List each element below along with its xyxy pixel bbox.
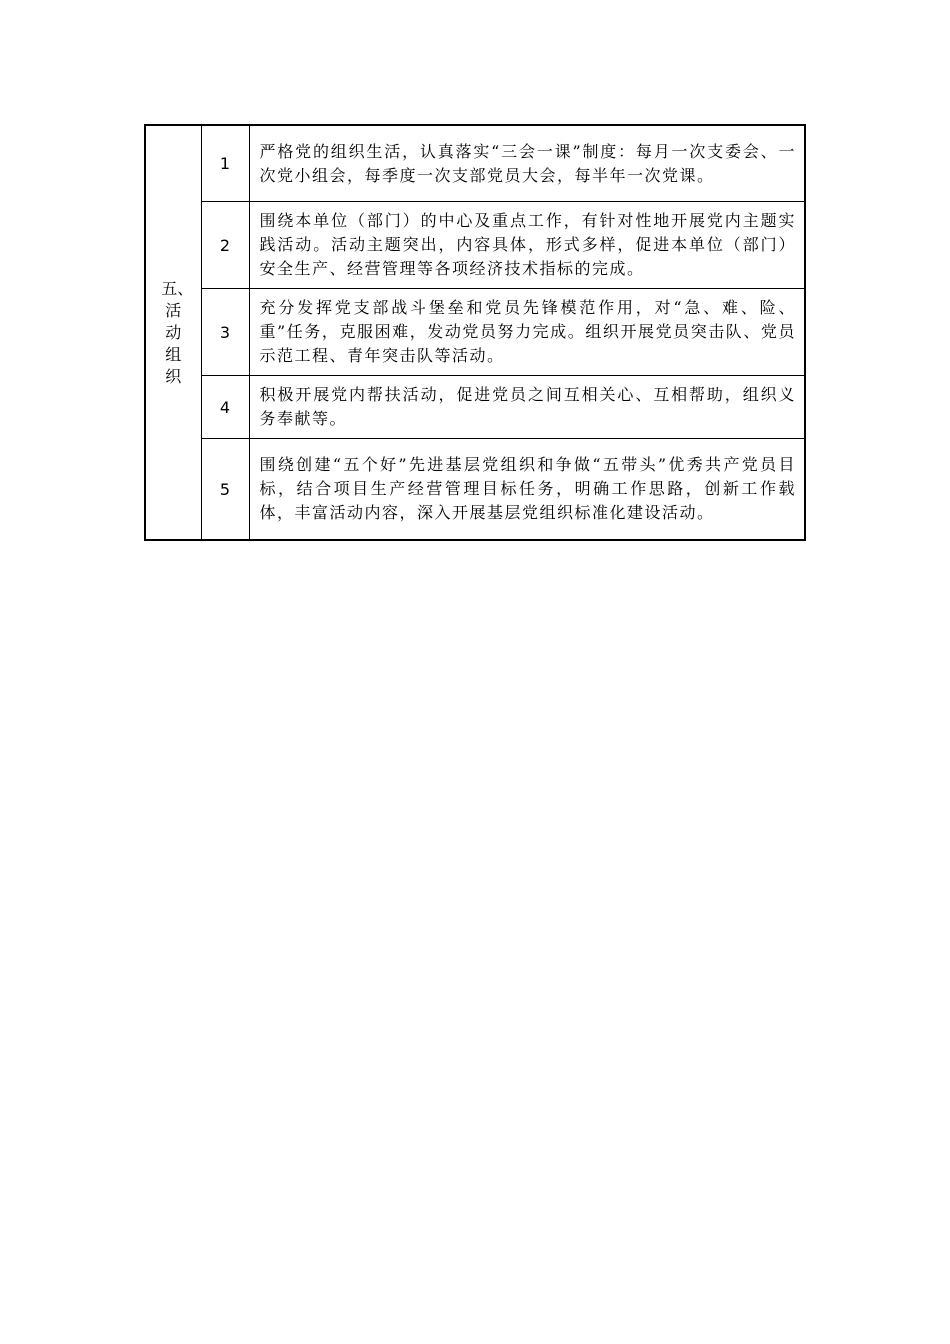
- row-number: 5: [201, 439, 249, 541]
- activity-organization-table: [144, 124, 806, 541]
- row-content: 围绕创建“五个好”先进基层党组织和争做“五带头”优秀共产党员目标，结合项目生产经营管理目标任务，明确工作思路，创新工作载体，丰富活动内容，深入开展基层党组织标准化建设活动。: [249, 439, 805, 541]
- row-number: 1: [201, 125, 249, 202]
- row-number: 3: [201, 289, 249, 376]
- section-heading-cell: [145, 125, 201, 540]
- row-content: 围绕本单位（部门）的中心及重点工作，有针对性地开展党内主题实践活动。活动主题突出，内容具体，形式多样，促进本单位（部门）安全生产、经营管理等各项经济技术指标的完成。: [249, 202, 805, 289]
- row-content: 积极开展党内帮扶活动，促进党员之间互相关心、互相帮助，组织义务奉献等。: [249, 376, 805, 439]
- table-row: [145, 289, 805, 376]
- section-heading: 五、活动组织: [161, 278, 194, 386]
- table-row: [145, 202, 805, 289]
- row-number: 2: [201, 202, 249, 289]
- table-row: [145, 125, 805, 202]
- table-row: [145, 439, 805, 541]
- row-number: 4: [201, 376, 249, 439]
- table-row: [145, 376, 805, 439]
- row-content: 充分发挥党支部战斗堡垒和党员先锋模范作用，对“急、难、险、重”任务，克服困难，发动党员努力完成。组织开展党员突击队、党员示范工程、青年突击队等活动。: [249, 289, 805, 376]
- row-content: 严格党的组织生活，认真落实“三会一课”制度：每月一次支委会、一次党小组会，每季度一次支部党员大会，每半年一次党课。: [249, 125, 805, 202]
